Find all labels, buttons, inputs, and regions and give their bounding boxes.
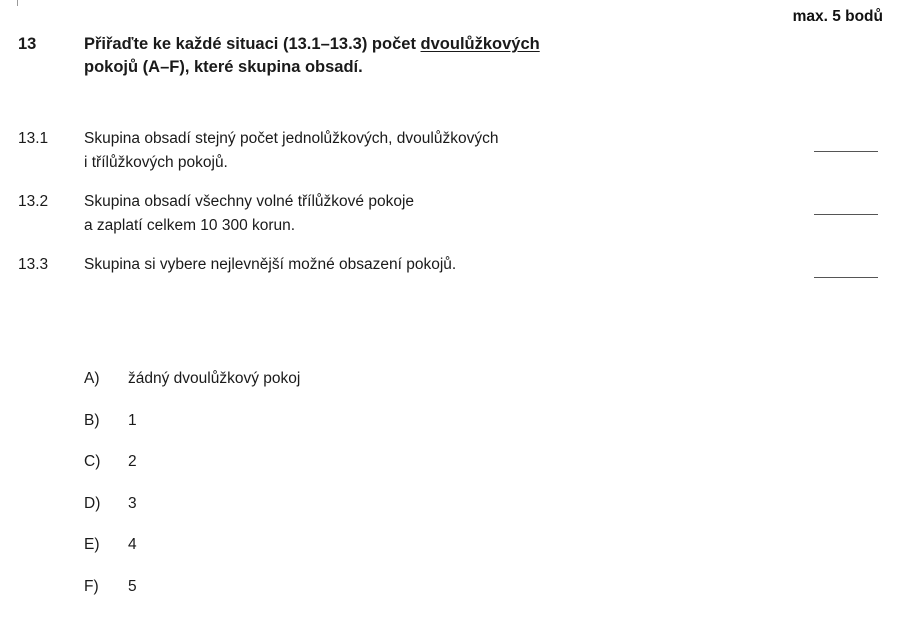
list-item[interactable]	[84, 370, 300, 412]
list-item[interactable]	[84, 536, 300, 578]
max-points-label: max. 5 bodů	[793, 8, 883, 26]
answer-options-list	[84, 370, 300, 619]
option-letter: D)	[84, 495, 128, 513]
option-letter: A)	[84, 370, 128, 388]
subquestion-number: 13.3	[18, 253, 84, 277]
option-label: 4	[128, 536, 137, 554]
page-margin-rule	[17, 0, 18, 6]
subquestion-list	[18, 127, 878, 293]
list-item[interactable]	[84, 412, 300, 454]
option-label: 3	[128, 495, 137, 513]
answer-blank-13-1[interactable]	[814, 151, 878, 152]
option-label: 2	[128, 453, 137, 471]
subquestion-text	[84, 127, 724, 174]
task-prompt-underlined: dvoulůžkových	[421, 35, 540, 53]
option-letter: F)	[84, 578, 128, 596]
option-letter: C)	[84, 453, 128, 471]
subquestion-text-line1: Skupina obsadí všechny volné třílůžkové pokoje	[84, 193, 414, 210]
list-item[interactable]	[84, 495, 300, 537]
subquestion-number: 13.1	[18, 127, 84, 151]
task-prompt-line1-pre: Přiřaďte ke každé situaci (13.1–13.3) počet	[84, 35, 421, 53]
answer-blank-13-3[interactable]	[814, 277, 878, 278]
task-number: 13	[18, 33, 84, 56]
option-label: 1	[128, 412, 137, 430]
task-prompt-line2: pokojů (A–F), které skupina obsadí.	[84, 58, 363, 76]
list-item	[18, 127, 878, 174]
option-label: 5	[128, 578, 137, 596]
task-heading	[18, 33, 718, 80]
subquestion-text-line2: i třílůžkových pokojů.	[84, 154, 228, 171]
subquestion-text-line1: Skupina obsadí stejný počet jednolůžkových, dvoulůžkových	[84, 130, 498, 147]
option-letter: B)	[84, 412, 128, 430]
list-item	[18, 253, 878, 277]
subquestion-text	[84, 253, 724, 277]
subquestion-text-line1: Skupina si vybere nejlevnější možné obsazení pokojů.	[84, 256, 456, 273]
subquestion-text	[84, 190, 724, 237]
subquestion-text-line2: a zaplatí celkem 10 300 korun.	[84, 217, 295, 234]
answer-blank-13-2[interactable]	[814, 214, 878, 215]
option-label: žádný dvoulůžkový pokoj	[128, 370, 300, 388]
list-item[interactable]	[84, 453, 300, 495]
list-item	[18, 190, 878, 237]
task-prompt	[84, 33, 540, 80]
subquestion-number: 13.2	[18, 190, 84, 214]
option-letter: E)	[84, 536, 128, 554]
